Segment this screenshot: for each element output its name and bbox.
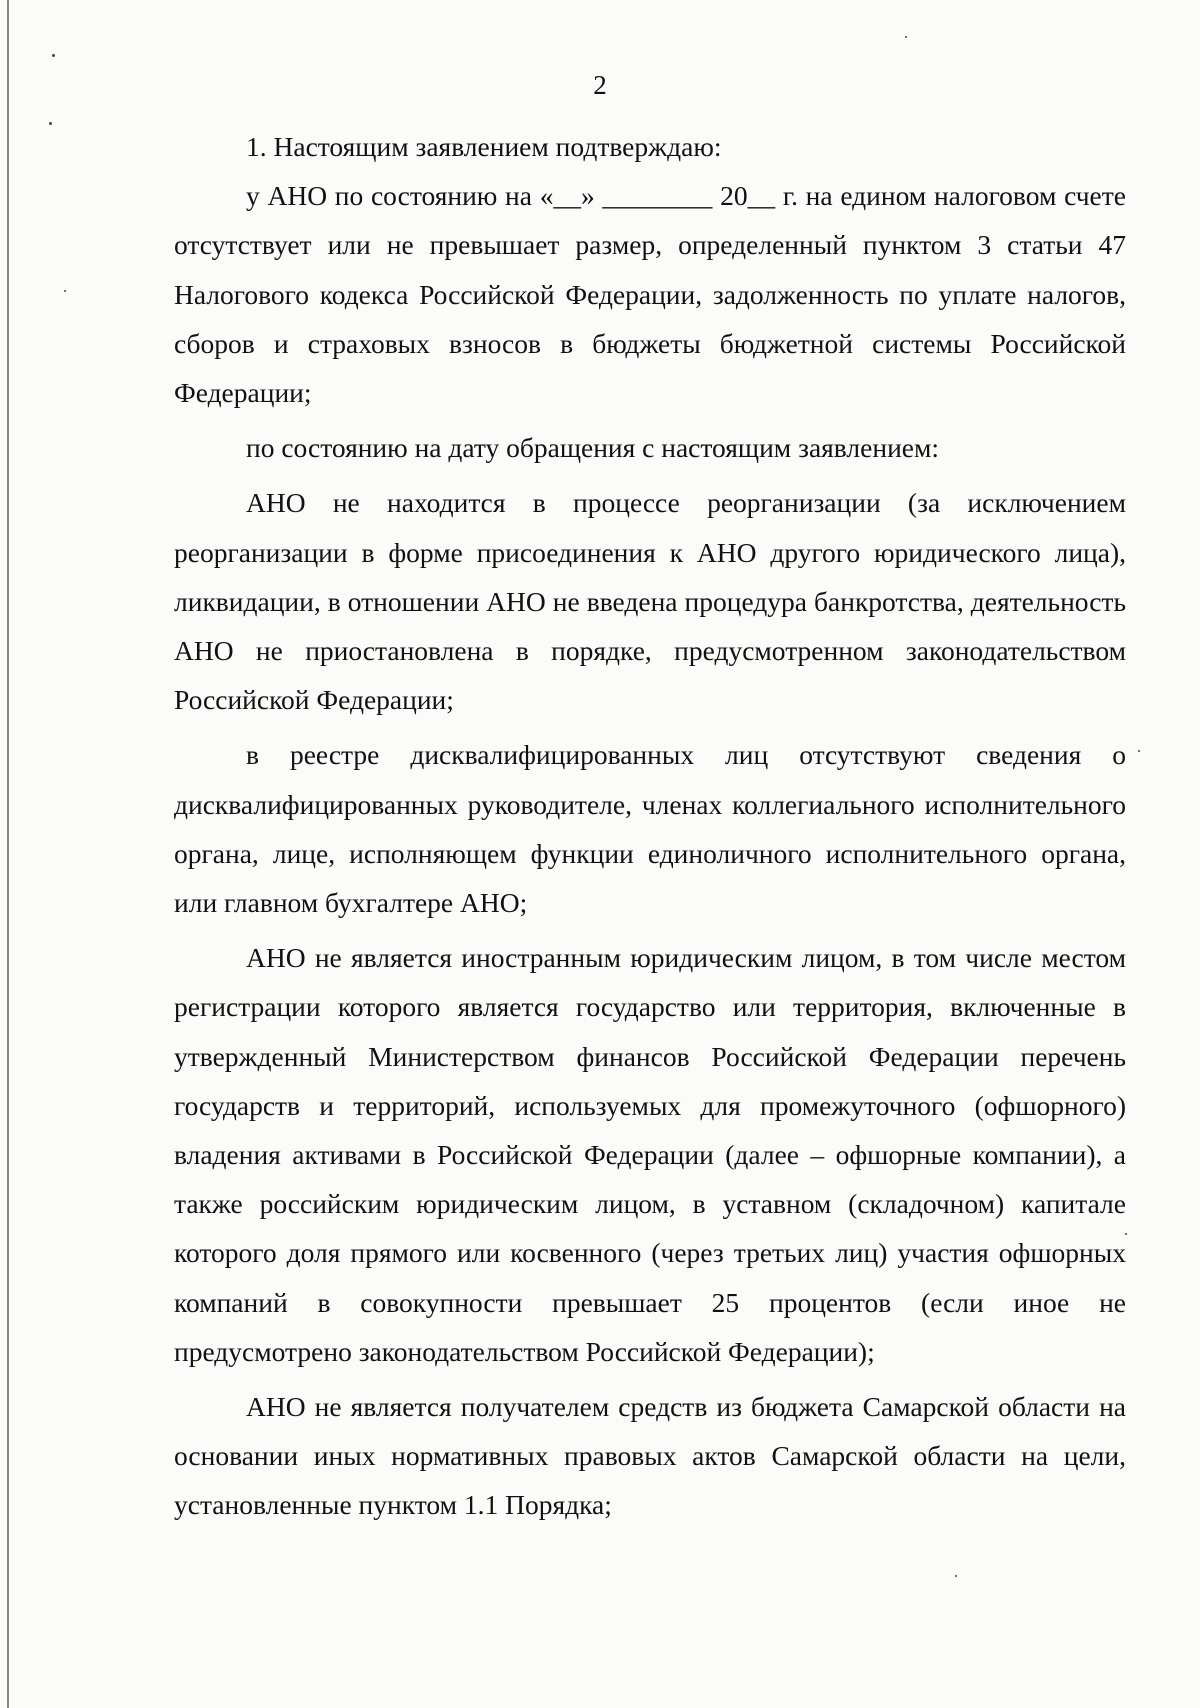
scan-edge-line [7,0,9,1708]
scan-speck [49,122,52,125]
paragraph-offshore: АНО не является иностранным юридическим лицом, в том числе местом регистрации которого является государство или территория, включенные в утвержденный Министерством финансов Российской Федерации перечень государств и территорий, используемых для промежуточного (офшорного) владения активами в Российской Федерации (далее – офшорные компании), а также российским юридическим лицом, в уставном (складочном) капитале которого доля прямого или косвенного (через третьих лиц) участия офшорных компаний в совокупности превышает 25 процентов (если иное не предусмотрено законодательством Российской Федерации); [174,942,1126,1367]
page-number: 2 [593,70,607,100]
scan-speck [905,36,907,38]
scan-speck [52,54,55,57]
paragraph-budget-recipient: АНО не является получателем средств из бюджета Самарской области на основании иных нормативных правовых актов Самарской области на цели, установленные пунктом 1.1 Порядка; [174,1391,1126,1521]
scan-speck [64,290,66,292]
document-body [174,122,1126,1530]
paragraph-disqualified-persons: в реестре дисквалифицированных лиц отсутствуют сведения о дисквалифицированных руководителе, членах коллегиального исполнительного органа, лице, исполняющем функции единоличного исполнительного органа, или главном бухгалтере АНО; [174,739,1126,919]
paragraph-confirmation-intro: 1. Настоящим заявлением подтверждаю: [246,131,722,162]
scan-speck [1138,750,1140,752]
paragraph-tax-debt: у АНО по состоянию на «__» ________ 20__ г. на едином налоговом счете отсутствует или не превышает размер, определенный пунктом 3 статьи 47 Налогового кодекса Российской Федерации, задолженность по уплате налогов, сборов и страховых взносов в бюджеты бюджетной системы Российской Федерации; [174,180,1126,409]
paragraph-as-of-date: по состоянию на дату обращения с настоящим заявлением: [246,432,940,464]
scan-speck [955,1575,957,1577]
paragraph-reorganization: АНО не находится в процессе реорганизации (за исключением реорганизации в форме присоединения к АНО другого юридического лица), ликвидации, в отношении АНО не введена процедура банкротства, деятельность АНО не приостановлена в порядке, предусмотренном законодательством Российской Федерации; [174,487,1126,716]
